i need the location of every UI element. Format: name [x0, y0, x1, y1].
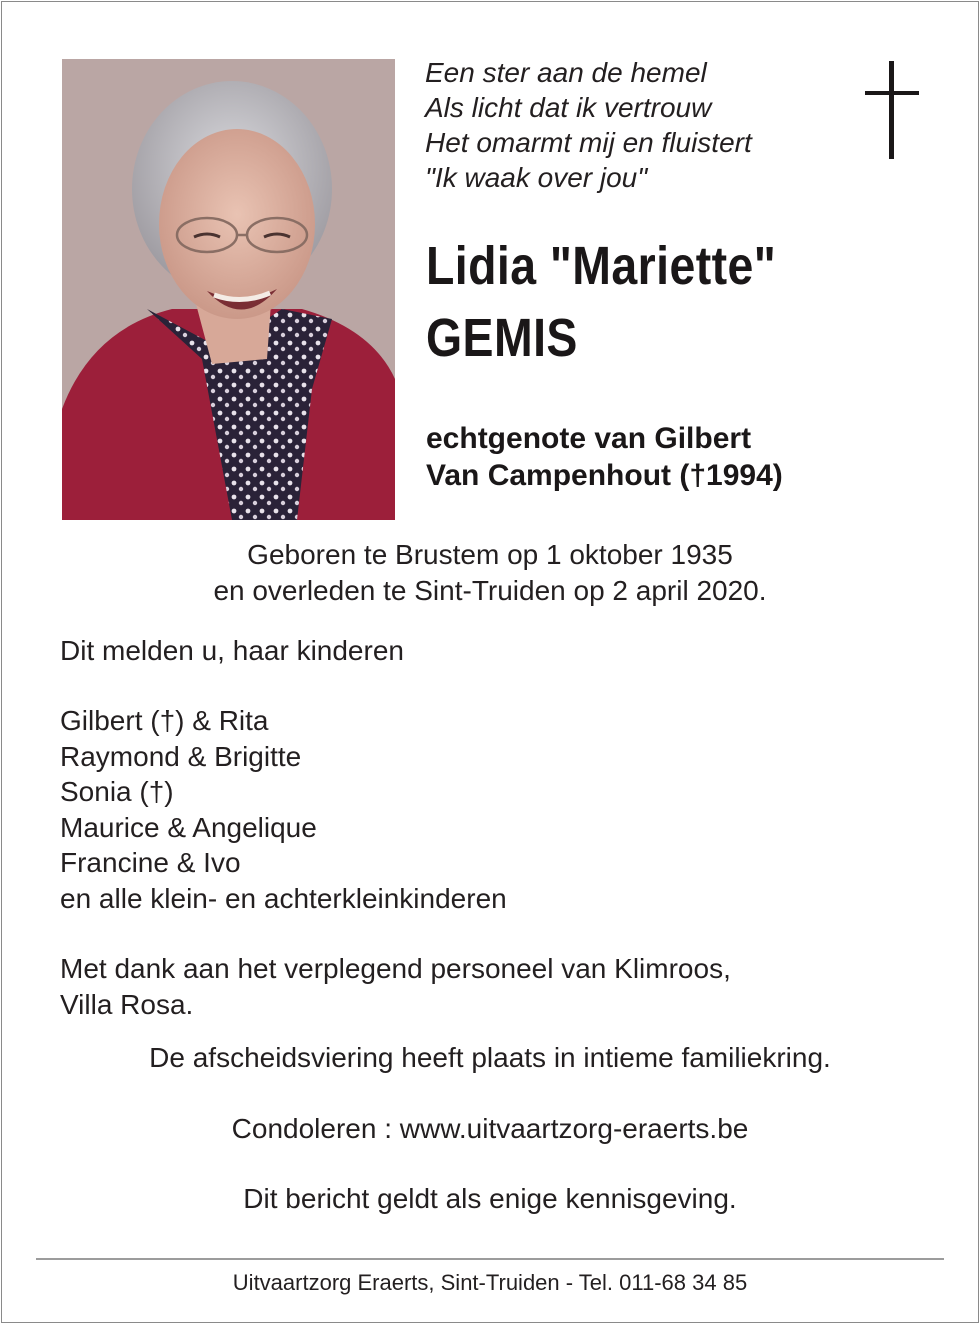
poem-line: Als licht dat ik vertrouw [425, 92, 712, 123]
list-item: Gilbert (†) & Rita [60, 705, 269, 736]
footer-contact: Uitvaartzorg Eraerts, Sint-Truiden - Tel. 011-68 34 85 [232, 1270, 748, 1295]
birth-line: Geboren te Brustem op 1 oktober 1935 [247, 539, 733, 570]
list-item: Sonia (†) [60, 776, 174, 807]
notice-text: Dit bericht geldt als enige kennisgeving. [243, 1183, 737, 1214]
thanks-line: Villa Rosa. [60, 988, 194, 1020]
list-item: en alle klein- en achterkleinkinderen [60, 882, 507, 914]
poem-line: "Ik waak over jou" [425, 162, 648, 193]
footer-divider [36, 1258, 944, 1260]
memorial-poem [425, 55, 845, 195]
intro-text: Dit melden u, haar kinderen [60, 635, 404, 666]
spouse-line: echtgenote van Gilbert [426, 422, 752, 455]
list-item: Maurice & Angelique [60, 811, 317, 843]
spouse-line: Van Campenhout (†1994) [426, 459, 783, 492]
death-line: en overleden te Sint-Truiden op 2 april 2020. [213, 575, 767, 606]
children-list [60, 703, 940, 916]
ceremony-note: De afscheidsviering heeft plaats in intieme familiekring. [149, 1042, 831, 1073]
announcement-intro [60, 633, 940, 669]
list-item: Raymond & Brigitte [60, 740, 302, 772]
thanks-block [60, 951, 940, 1022]
portrait-photo [62, 59, 395, 520]
last-name: GEMIS [426, 308, 578, 368]
condolence-link[interactable]: Condoleren : www.uitvaartzorg-eraerts.be [231, 1113, 749, 1144]
first-name: Lidia "Mariette" [426, 236, 777, 296]
deceased-name [426, 230, 873, 374]
cross-icon [862, 61, 922, 159]
poem-line: Het omarmt mij en fluistert [425, 127, 752, 158]
portrait-image [62, 59, 395, 520]
spouse-info [426, 420, 946, 494]
poem-line: Een ster aan de hemel [425, 57, 707, 88]
thanks-line: Met dank aan het verplegend personeel van Klimroos, [60, 953, 731, 984]
list-item: Francine & Ivo [60, 847, 241, 878]
